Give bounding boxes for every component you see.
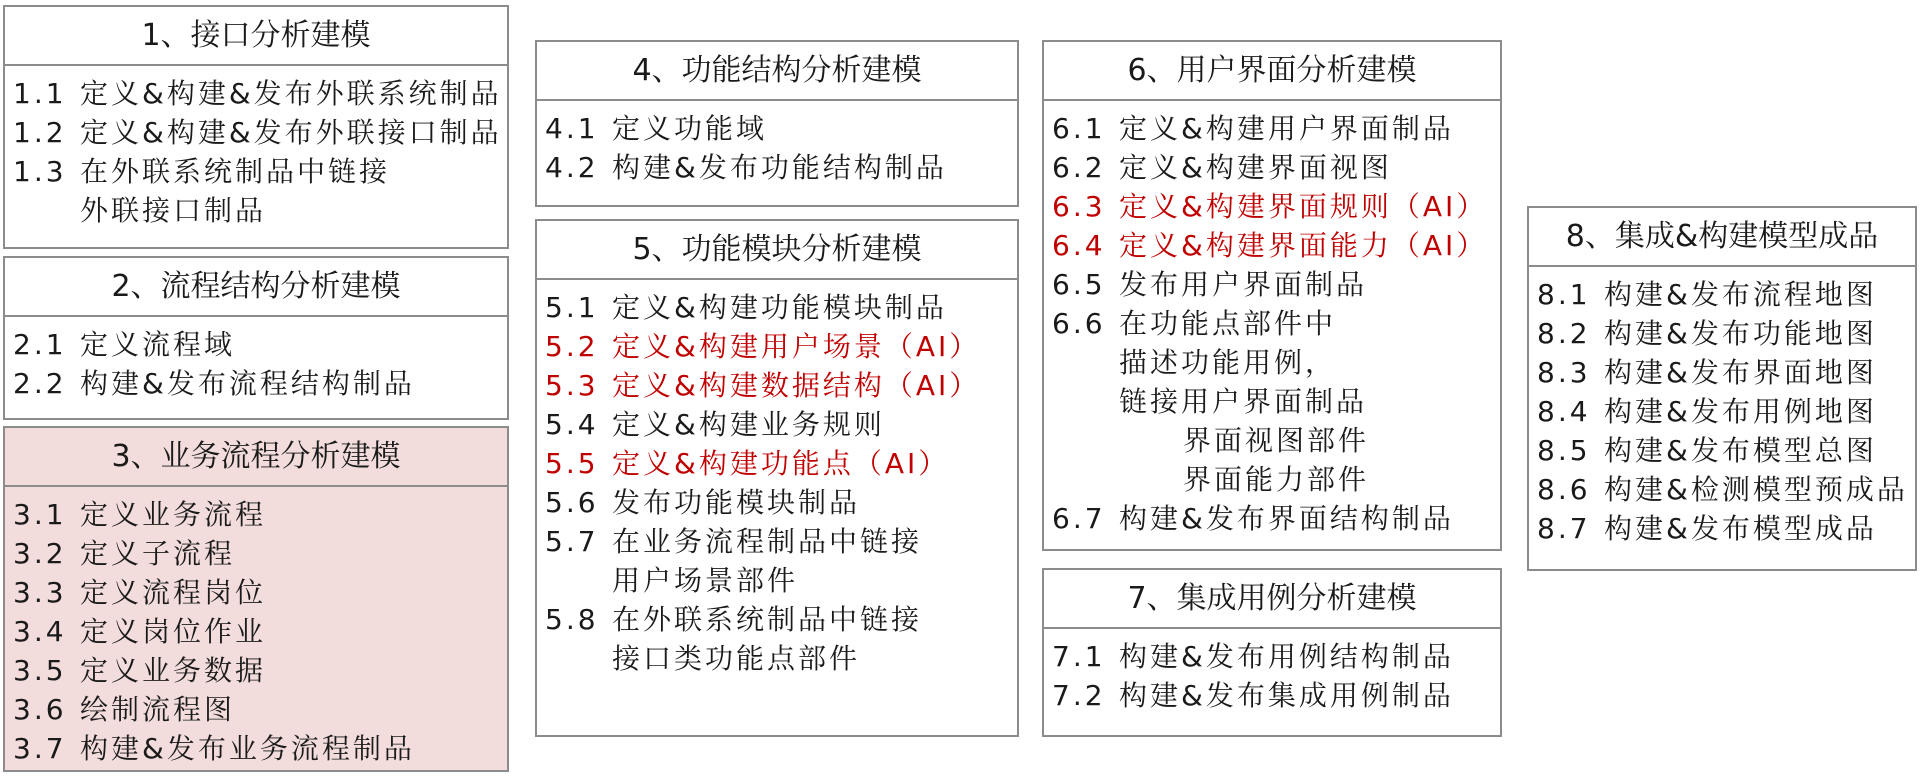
- step-text: [80, 612, 266, 651]
- step-text-line: 构建&发布业务流程制品: [80, 732, 415, 765]
- step-text-line: 定义业务数据: [80, 654, 267, 687]
- box-interface-modeling: [3, 5, 509, 249]
- step-text-line: 定义&构建&发布外联接口制品: [80, 116, 502, 149]
- step-item: [13, 651, 507, 690]
- step-text: [80, 74, 502, 113]
- step-item: [545, 148, 1017, 187]
- step-item: [13, 495, 507, 534]
- step-text: [1119, 226, 1487, 265]
- step-number: 8.3: [1537, 356, 1591, 389]
- step-number: 3.5: [13, 654, 67, 687]
- step-number: 2.2: [13, 367, 67, 400]
- step-item: [13, 729, 507, 768]
- step-text-line: 构建&发布流程结构制品: [80, 367, 415, 400]
- ai-step-item: [1052, 187, 1500, 226]
- step-list: [1044, 629, 1500, 715]
- step-item: [1052, 637, 1500, 676]
- step-item: [13, 690, 507, 729]
- step-text: [612, 288, 947, 327]
- step-item: [1052, 676, 1500, 715]
- step-number: 8.1: [1537, 278, 1591, 311]
- ai-step-item: [545, 444, 1017, 483]
- step-text-line: 发布功能模块制品: [612, 486, 861, 519]
- step-text: [80, 690, 235, 729]
- step-text-line: 定义功能域: [612, 112, 768, 145]
- step-item: [545, 600, 1017, 678]
- step-number: 8.2: [1537, 317, 1591, 350]
- step-text: [1604, 431, 1877, 470]
- step-item: [13, 152, 507, 230]
- step-text-line: 在外联系统制品中链接: [80, 155, 391, 188]
- step-number: 5.3: [545, 369, 599, 402]
- step-text-line: 构建&发布流程地图: [1604, 278, 1877, 311]
- step-text-line: 界面能力部件: [1183, 463, 1370, 496]
- step-text-line: 在外联系统制品中链接: [612, 603, 923, 636]
- step-list: [1529, 267, 1915, 548]
- step-text: [1119, 637, 1454, 676]
- step-item: [1537, 353, 1915, 392]
- step-item: [13, 364, 507, 403]
- step-text: [80, 152, 390, 230]
- step-text: [80, 495, 266, 534]
- step-number: 3.7: [13, 732, 67, 765]
- step-number: 3.6: [13, 693, 67, 726]
- step-text: [612, 522, 922, 600]
- step-item: [1537, 392, 1915, 431]
- step-item: [13, 534, 507, 573]
- step-text: [612, 366, 980, 405]
- step-text: [1119, 148, 1392, 187]
- step-number: 8.4: [1537, 395, 1591, 428]
- box-function-structure-modeling: [535, 40, 1019, 207]
- step-text: [1119, 304, 1369, 499]
- step-number: 5.7: [545, 525, 599, 558]
- step-number: 5.1: [545, 291, 599, 324]
- ai-step-item: [1052, 226, 1500, 265]
- step-number: 3.1: [13, 498, 67, 531]
- box-user-interface-modeling: [1042, 40, 1502, 551]
- step-text: [80, 651, 266, 690]
- step-text: [1119, 109, 1454, 148]
- step-text-line: 构建&发布功能结构制品: [612, 151, 947, 184]
- step-item: [545, 483, 1017, 522]
- step-number: 7.2: [1052, 679, 1106, 712]
- box-title: 1、接口分析建模: [5, 7, 507, 66]
- step-text-line: 定义&构建用户界面制品: [1119, 112, 1454, 145]
- step-text-line: 定义&构建功能点（AI）: [612, 447, 950, 480]
- step-list: [537, 101, 1017, 187]
- step-list: [1044, 101, 1500, 538]
- step-text: [80, 113, 502, 152]
- step-number: 8.7: [1537, 512, 1591, 545]
- step-number: 8.5: [1537, 434, 1591, 467]
- step-text-line: 定义岗位作业: [80, 615, 267, 648]
- step-text-line: 接口类功能点部件: [612, 642, 861, 675]
- box-process-structure-modeling: [3, 256, 509, 420]
- step-text: [1604, 314, 1877, 353]
- step-text-line: 发布用户界面制品: [1119, 268, 1368, 301]
- step-item: [1537, 470, 1915, 509]
- step-item: [13, 325, 507, 364]
- step-text-line: 用户场景部件: [612, 564, 799, 597]
- box-title: 3、业务流程分析建模: [5, 428, 507, 487]
- step-text-line: 定义&构建功能模块制品: [612, 291, 947, 324]
- step-item: [1052, 148, 1500, 187]
- step-item: [1052, 304, 1500, 499]
- step-item: [13, 612, 507, 651]
- step-number: 8.6: [1537, 473, 1591, 506]
- box-title: 4、功能结构分析建模: [537, 42, 1017, 101]
- step-number: 6.5: [1052, 268, 1106, 301]
- step-text: [1119, 499, 1454, 538]
- box-title: 6、用户界面分析建模: [1044, 42, 1500, 101]
- step-text-line: 定义子流程: [80, 537, 236, 570]
- ai-step-item: [545, 366, 1017, 405]
- step-number: 5.5: [545, 447, 599, 480]
- step-text-line: 构建&发布模型总图: [1604, 434, 1877, 467]
- step-number: 4.1: [545, 112, 599, 145]
- step-item: [1537, 275, 1915, 314]
- step-text: [1604, 509, 1877, 548]
- step-text: [612, 109, 767, 148]
- step-number: 6.2: [1052, 151, 1106, 184]
- step-item: [1537, 431, 1915, 470]
- step-text-line: 在功能点部件中: [1119, 307, 1337, 340]
- box-business-process-modeling: [3, 426, 509, 772]
- step-text: [612, 444, 949, 483]
- step-text-line: 构建&发布用例地图: [1604, 395, 1877, 428]
- step-text: [80, 325, 235, 364]
- box-title: 8、集成&构建模型成品: [1529, 208, 1915, 267]
- step-number: 5.4: [545, 408, 599, 441]
- ai-step-item: [545, 327, 1017, 366]
- step-text: [80, 729, 415, 768]
- step-number: 6.1: [1052, 112, 1106, 145]
- step-text-line: 链接用户界面制品: [1119, 385, 1368, 418]
- step-list: [537, 280, 1017, 678]
- step-item: [13, 113, 507, 152]
- step-list: [5, 317, 507, 403]
- step-number: 2.1: [13, 328, 67, 361]
- step-number: 6.7: [1052, 502, 1106, 535]
- step-text: [612, 327, 980, 366]
- step-text-line: 构建&检测模型预成品: [1604, 473, 1908, 506]
- box-title: 5、功能模块分析建模: [537, 221, 1017, 280]
- step-number: 7.1: [1052, 640, 1106, 673]
- step-text-line: 描述功能用例，: [1119, 346, 1337, 379]
- box-title: 2、流程结构分析建模: [5, 258, 507, 317]
- step-text-line: 在业务流程制品中链接: [612, 525, 923, 558]
- step-number: 6.6: [1052, 307, 1106, 340]
- step-text-line: 定义流程域: [80, 328, 236, 361]
- step-number: 5.2: [545, 330, 599, 363]
- step-text-line: 定义&构建数据结构（AI）: [612, 369, 981, 402]
- step-text-line: 构建&发布模型成品: [1604, 512, 1877, 545]
- step-text-line: 构建&发布用例结构制品: [1119, 640, 1454, 673]
- step-number: 1.2: [13, 116, 67, 149]
- step-item: [545, 288, 1017, 327]
- step-text: [80, 364, 415, 403]
- step-text: [1119, 676, 1454, 715]
- step-text-line: 定义&构建界面视图: [1119, 151, 1392, 184]
- step-number: 6.4: [1052, 229, 1106, 262]
- step-text-line: 外联接口制品: [80, 194, 267, 227]
- step-text: [1604, 470, 1908, 509]
- step-number: 3.4: [13, 615, 67, 648]
- box-integration-usecase-modeling: [1042, 568, 1502, 737]
- step-text-line: 绘制流程图: [80, 693, 236, 726]
- step-text: [1604, 353, 1877, 392]
- step-number: 6.3: [1052, 190, 1106, 223]
- step-number: 1.1: [13, 77, 67, 110]
- step-number: 4.2: [545, 151, 599, 184]
- step-number: 3.2: [13, 537, 67, 570]
- step-item: [13, 573, 507, 612]
- step-text-line: 定义业务流程: [80, 498, 267, 531]
- step-text: [612, 600, 922, 678]
- step-item: [545, 522, 1017, 600]
- box-integrate-build-model: [1527, 206, 1917, 571]
- step-number: 5.6: [545, 486, 599, 519]
- step-text-line: 构建&发布界面结构制品: [1119, 502, 1454, 535]
- step-item: [545, 109, 1017, 148]
- step-item: [1537, 314, 1915, 353]
- step-number: 1.3: [13, 155, 67, 188]
- step-number: 5.8: [545, 603, 599, 636]
- step-text: [612, 148, 947, 187]
- step-item: [545, 405, 1017, 444]
- step-text-line: 界面视图部件: [1183, 424, 1370, 457]
- step-text: [612, 405, 885, 444]
- step-text-line: 构建&发布集成用例制品: [1119, 679, 1454, 712]
- step-list: [5, 487, 507, 768]
- step-text-line: 定义&构建业务规则: [612, 408, 885, 441]
- step-item: [13, 74, 507, 113]
- step-text: [1604, 275, 1877, 314]
- step-text: [80, 573, 266, 612]
- step-list: [5, 66, 507, 230]
- step-item: [1052, 109, 1500, 148]
- step-text-line: 定义&构建用户场景（AI）: [612, 330, 981, 363]
- step-text: [1119, 265, 1367, 304]
- step-text-line: 构建&发布功能地图: [1604, 317, 1877, 350]
- box-title: 7、集成用例分析建模: [1044, 570, 1500, 629]
- step-text-line: 定义流程岗位: [80, 576, 267, 609]
- step-text-line: 定义&构建&发布外联系统制品: [80, 77, 502, 110]
- step-item: [1052, 265, 1500, 304]
- step-text: [612, 483, 860, 522]
- step-text-line: 定义&构建界面规则（AI）: [1119, 190, 1488, 223]
- box-function-module-modeling: [535, 219, 1019, 737]
- step-text: [1119, 187, 1487, 226]
- step-text: [1604, 392, 1877, 431]
- step-text: [80, 534, 235, 573]
- step-text-line: 构建&发布界面地图: [1604, 356, 1877, 389]
- step-item: [1052, 499, 1500, 538]
- step-text-line: 定义&构建界面能力（AI）: [1119, 229, 1488, 262]
- step-item: [1537, 509, 1915, 548]
- step-number: 3.3: [13, 576, 67, 609]
